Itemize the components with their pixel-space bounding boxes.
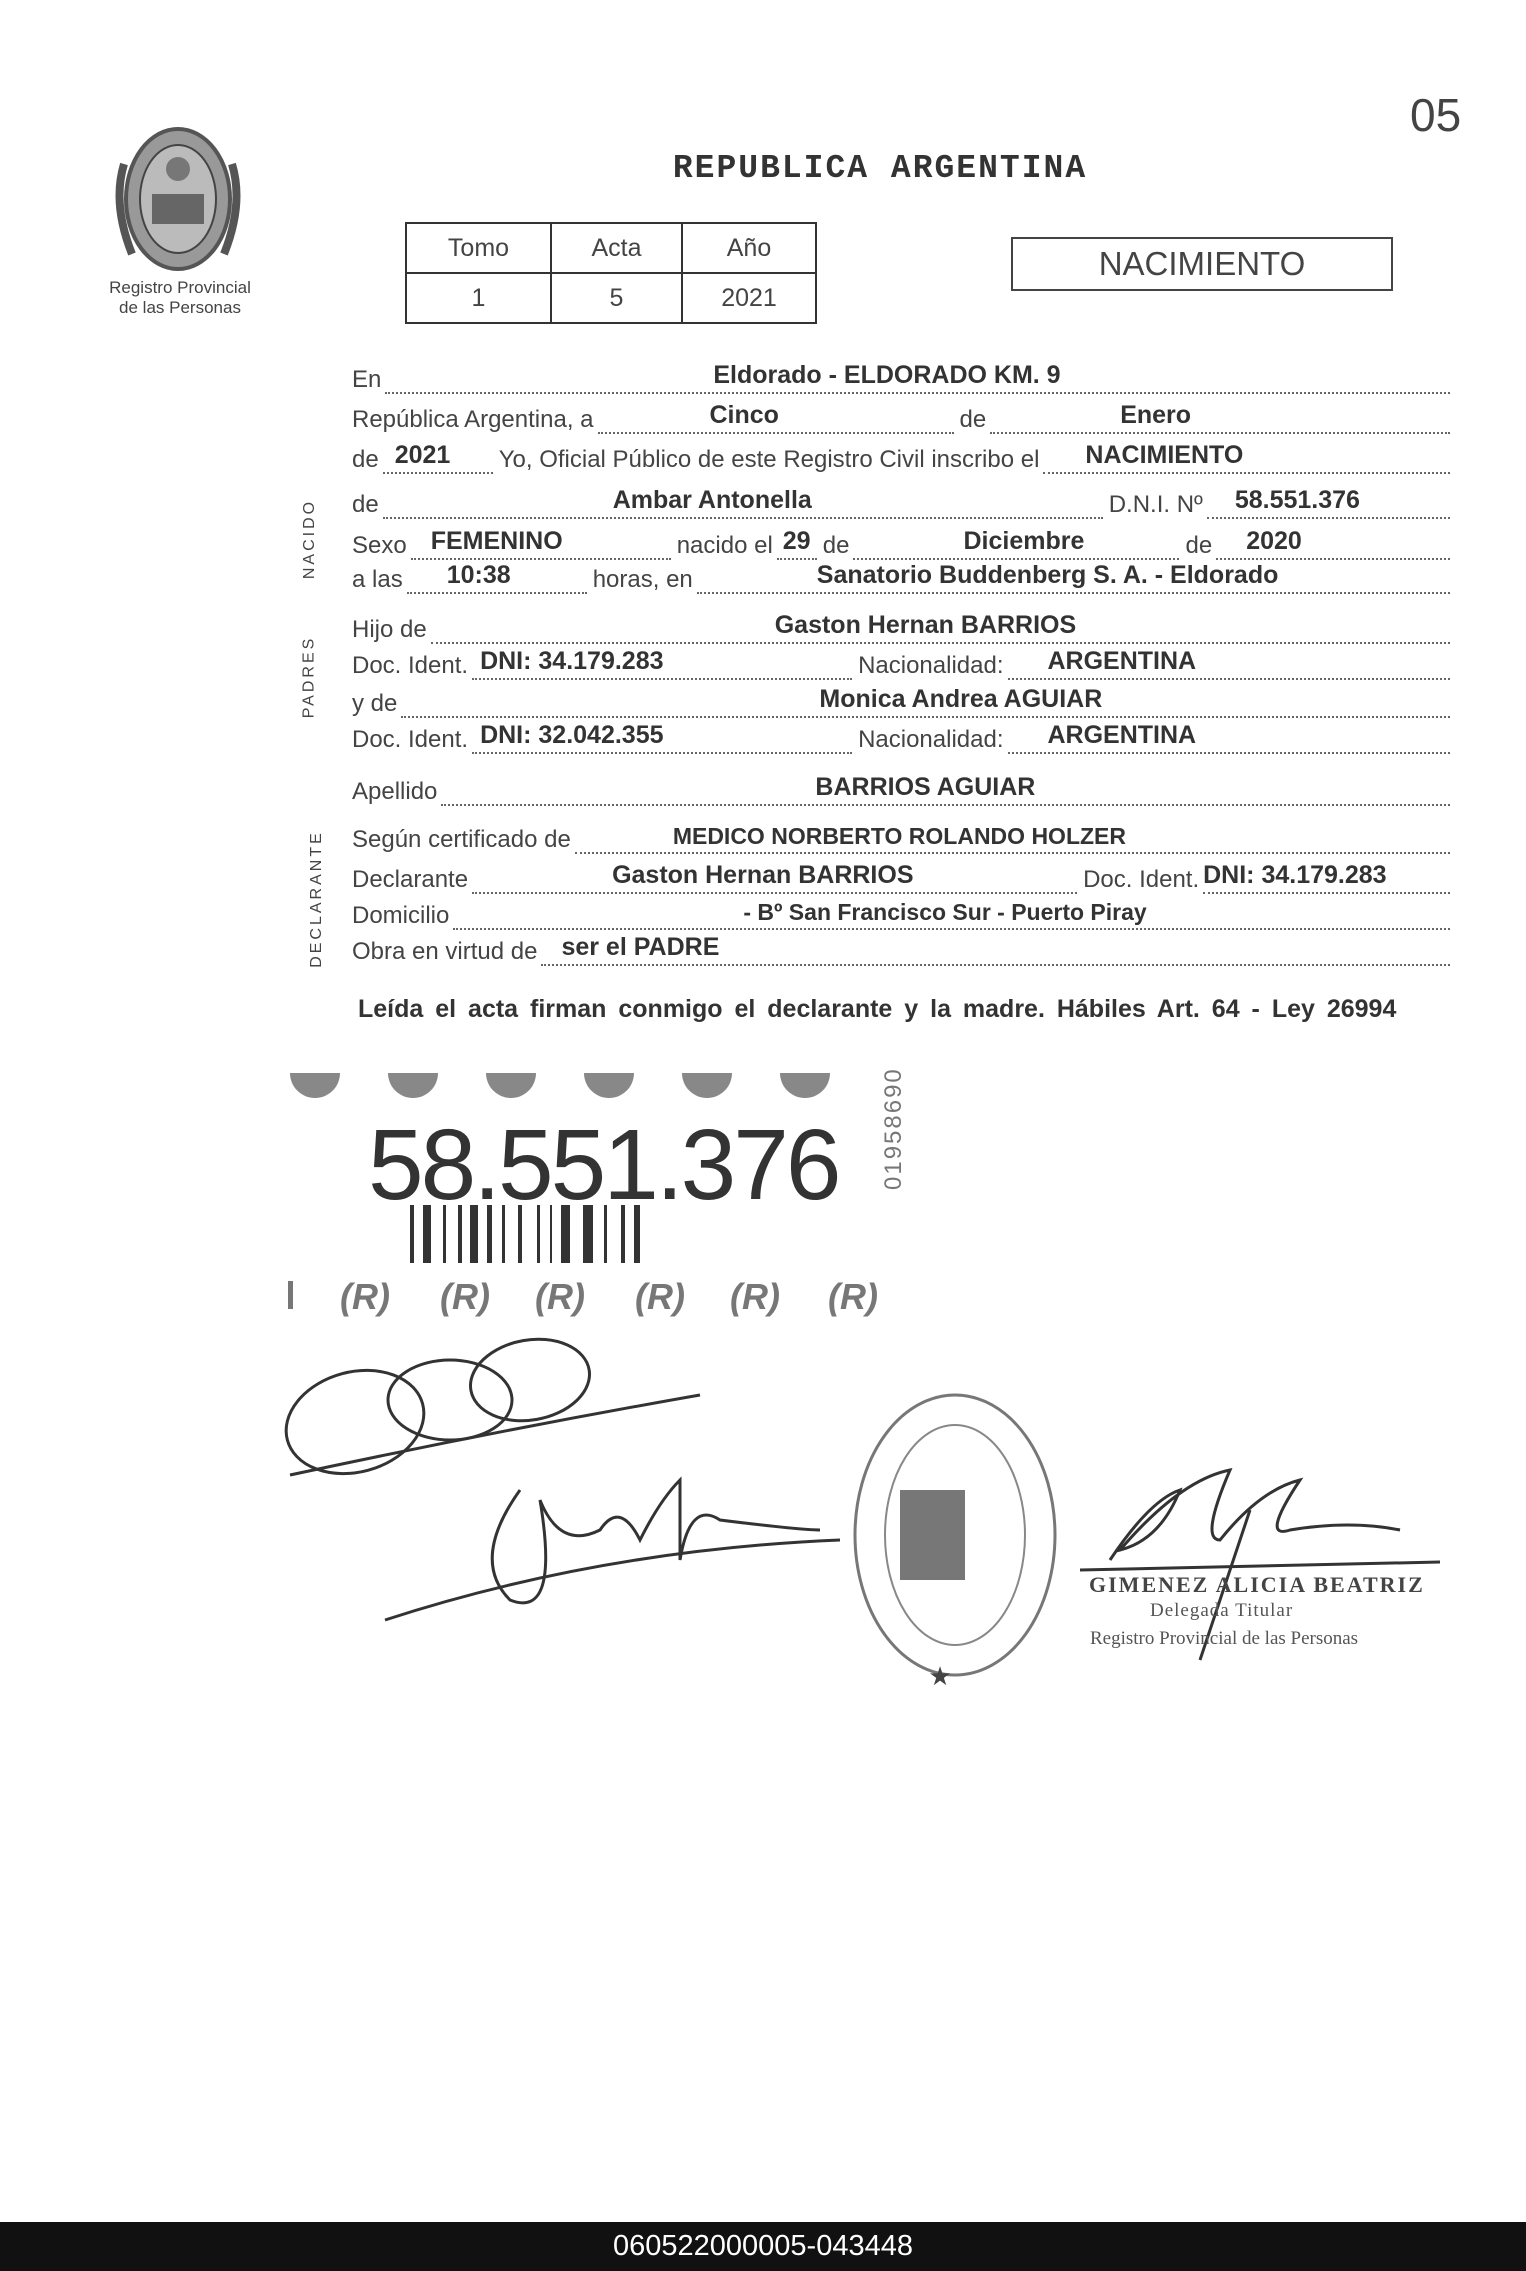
- label: Yo, Oficial Público de este Registro Civil inscribo el: [498, 446, 1040, 473]
- label: de: [959, 406, 987, 433]
- label: Apellido: [352, 778, 438, 805]
- svg-text:(R): (R): [340, 1276, 390, 1317]
- label: Según certificado de: [352, 826, 571, 853]
- declarant-name-value: Gaston Hernan BARRIOS: [612, 861, 914, 889]
- label: En: [352, 366, 382, 393]
- field-row-year: [352, 440, 1450, 474]
- official-name: GIMENEZ ALICIA BEATRIZ: [1089, 1572, 1425, 1597]
- svg-text:(R): (R): [535, 1276, 585, 1317]
- label: Doc. Ident.: [352, 726, 469, 753]
- document-title: REPUBLICA ARGENTINA: [672, 150, 1088, 187]
- svg-text:(R): (R): [730, 1276, 780, 1317]
- svg-text:(R): (R): [635, 1276, 685, 1317]
- field-row-declarant: [352, 860, 1450, 894]
- label: horas, en: [592, 566, 693, 593]
- control-number: 01958690: [880, 1067, 907, 1190]
- label: Obra en virtud de: [352, 938, 538, 965]
- label: de: [352, 446, 379, 473]
- label: de: [352, 491, 379, 518]
- label: Doc. Ident.: [1083, 866, 1200, 893]
- closing-statement: Leída el acta firman conmigo el declarante y la madre. Hábiles Art. 64 - Ley 26994: [358, 995, 1397, 1023]
- section-label-padres: PADRES: [300, 635, 318, 719]
- value-acta: 5: [551, 273, 682, 323]
- birth-year-value: 2020: [1246, 527, 1302, 555]
- security-seal-icons: [290, 1073, 830, 1098]
- registry-caption: [70, 278, 290, 318]
- label: Sexo: [352, 532, 407, 559]
- provincial-coat-of-arms-logo: [112, 124, 244, 274]
- official-role: Delegada Titular: [1150, 1600, 1294, 1621]
- field-row-certificate: [352, 820, 1450, 854]
- label: Doc. Ident.: [352, 652, 469, 679]
- label: Declarante: [352, 866, 469, 893]
- child-name-value: Ambar Antonella: [612, 486, 812, 514]
- birth-day-value: 29: [782, 527, 811, 555]
- father-nationality-value: ARGENTINA: [1047, 647, 1197, 675]
- year-value: 2021: [394, 441, 451, 469]
- header-acta: Acta: [551, 223, 682, 273]
- field-row-capacity: [352, 932, 1450, 966]
- surname-value: BARRIOS AGUIAR: [815, 773, 1036, 801]
- label: República Argentina, a: [352, 406, 594, 433]
- field-row-date: [352, 400, 1450, 434]
- place-value: Eldorado - ELDORADO KM. 9: [713, 361, 1061, 389]
- mother-signature: [274, 1330, 700, 1488]
- dni-number-large: 58.551.376: [368, 1109, 839, 1221]
- field-row-time-place: [352, 560, 1450, 594]
- label: Nacionalidad:: [858, 652, 1004, 679]
- father-name-value: Gaston Hernan BARRIOS: [774, 611, 1077, 639]
- section-label-nacido: NACIDO: [301, 498, 319, 580]
- field-row-mother-doc: [352, 720, 1450, 754]
- header-tomo: Tomo: [406, 223, 551, 273]
- field-row-father-doc: [352, 646, 1450, 680]
- label: D.N.I. Nº: [1108, 491, 1203, 518]
- label: de: [822, 532, 850, 559]
- value-anio: 2021: [682, 273, 816, 323]
- mother-name-value: Monica Andrea AGUIAR: [819, 685, 1103, 713]
- official-organization: Registro Provincial de las Personas: [1090, 1628, 1359, 1649]
- label: Nacionalidad:: [858, 726, 1004, 753]
- mother-nationality-value: ARGENTINA: [1047, 721, 1197, 749]
- address-value: - Bº San Francisco Sur - Puerto Piray: [743, 899, 1147, 925]
- month-value: Enero: [1120, 401, 1192, 429]
- sex-value: FEMENINO: [430, 527, 563, 555]
- footer-document-code: 060522000005-043448: [0, 2222, 1526, 2271]
- field-row-mother: [352, 684, 1450, 718]
- record-type-box: NACIMIENTO: [1011, 237, 1393, 291]
- child-dni-value: 58.551.376: [1234, 486, 1360, 514]
- declarant-doc-value: DNI: 34.179.283: [1203, 861, 1387, 889]
- header-anio: Año: [682, 223, 816, 273]
- field-row-surname: [352, 772, 1450, 806]
- capacity-value: ser el PADRE: [561, 933, 720, 961]
- field-row-address: [352, 896, 1450, 930]
- day-value: Cinco: [709, 401, 779, 429]
- father-doc-value: DNI: 34.179.283: [480, 647, 664, 675]
- svg-text:(R): (R): [440, 1276, 490, 1317]
- field-row-sex-birth: [352, 526, 1450, 560]
- page-number: 05: [1410, 89, 1462, 141]
- field-row-name: [352, 485, 1450, 519]
- label: de: [1185, 532, 1213, 559]
- svg-text:(R): (R): [828, 1276, 878, 1317]
- signatures-and-stamp: [0, 1300, 1526, 1720]
- birth-time-value: 10:38: [446, 561, 511, 589]
- record-table: [405, 222, 817, 324]
- official-stamp: [855, 1395, 1055, 1691]
- section-label-declarante: DECLARANTE: [307, 830, 325, 968]
- label: Domicilio: [352, 902, 450, 929]
- certificate-value: MEDICO NORBERTO ROLANDO HOLZER: [672, 823, 1126, 849]
- label: a las: [352, 566, 403, 593]
- value-tomo: 1: [406, 273, 551, 323]
- birth-month-value: Diciembre: [963, 527, 1085, 555]
- act-value: NACIMIENTO: [1085, 441, 1244, 469]
- svg-text:★: ★: [928, 1661, 952, 1691]
- caption-line: Registro Provincial: [109, 278, 251, 297]
- caption-line: de las Personas: [119, 298, 241, 317]
- field-row-place: [352, 360, 1450, 394]
- label: nacido el: [676, 532, 773, 559]
- birth-place-value: Sanatorio Buddenberg S. A. - Eldorado: [816, 561, 1279, 589]
- field-row-father: [352, 610, 1450, 644]
- mother-doc-value: DNI: 32.042.355: [480, 721, 664, 749]
- label: y de: [352, 690, 398, 717]
- declarant-signature: [385, 1480, 840, 1620]
- label: Hijo de: [352, 616, 427, 643]
